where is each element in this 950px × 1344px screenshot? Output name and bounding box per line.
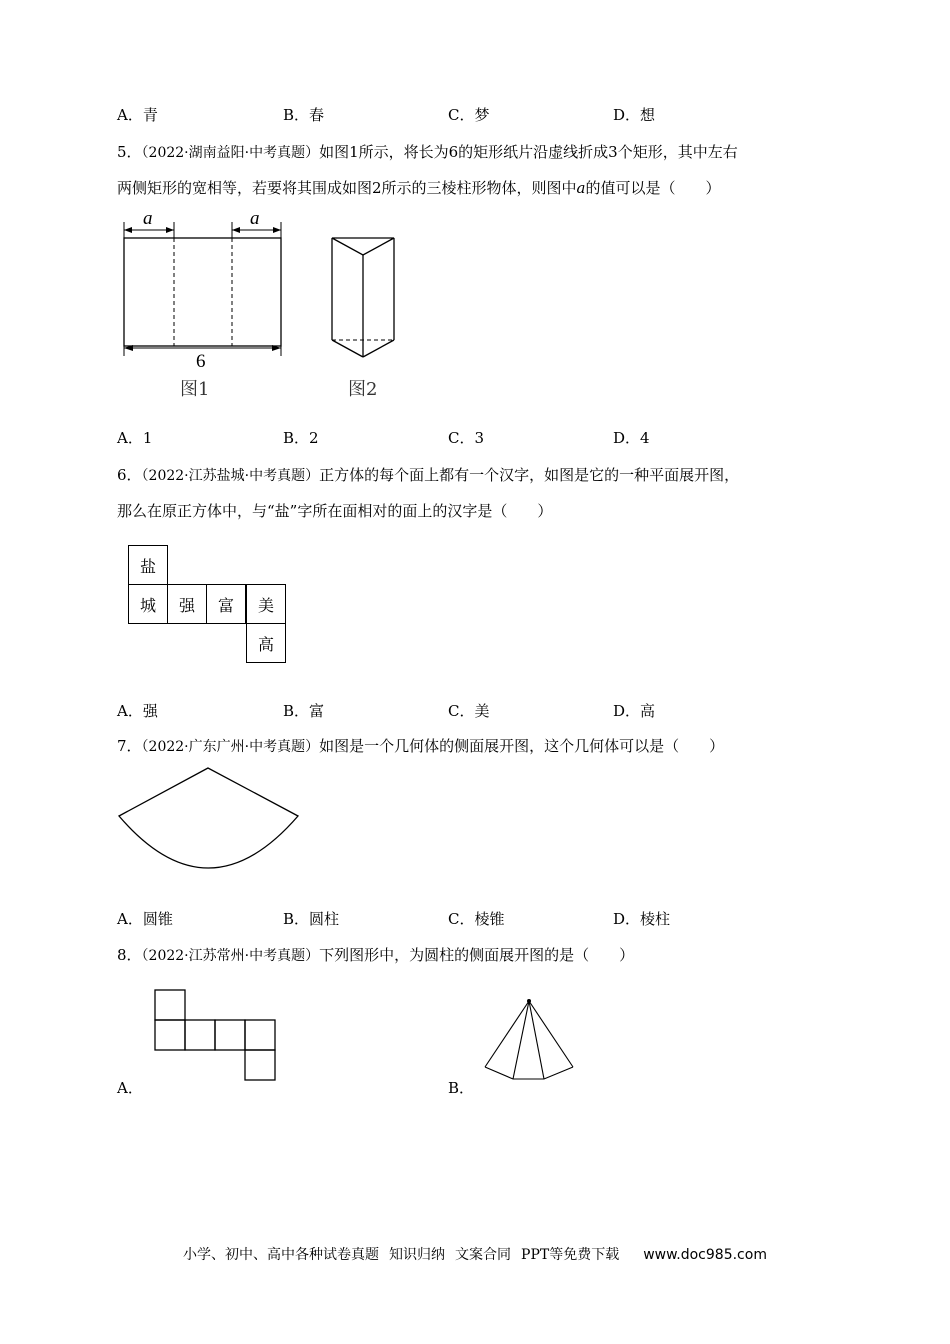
q5-option-b: B．2: [283, 429, 319, 447]
q8-stem-line1: 8．（2022·江苏常州·中考真题）下列图形中，为圆柱的侧面展开图的是（ ）: [117, 946, 635, 964]
net-cell-2: 城: [128, 584, 168, 624]
q6-stem-line2: 那么在原正方体中，与“盐”字所在面相对的面上的汉字是（ ）: [117, 502, 553, 520]
q5-fig1-label-a-right: a: [250, 208, 260, 229]
q4-option-c: C．梦: [448, 106, 490, 124]
q6-option-d: D．高: [613, 702, 656, 720]
page-footer: [0, 1244, 950, 1264]
footer-text-2: 知识归纳: [389, 1247, 446, 1263]
q8-figure-a-cube-net: [150, 985, 280, 1085]
q5-figure1: [110, 200, 300, 400]
footer-url[interactable]: www.doc985.com: [643, 1247, 767, 1263]
q5-fig1-rectangle: [124, 238, 281, 346]
net-cell-6: 高: [246, 623, 286, 663]
q6-option-c: C．美: [448, 702, 490, 720]
q6-option-a: A．强: [117, 702, 158, 720]
q4-option-a: A．青: [117, 106, 158, 124]
q5-stem-line1: 5．（2022·湖南益阳·中考真题）如图1所示，将长为6的矩形纸片沿虚线折成3个矩形，其中左右: [117, 143, 738, 161]
q7-stem-line1: 7．（2022·广东广州·中考真题）如图是一个几何体的侧面展开图，这个几何体可以是（ ）: [117, 737, 725, 755]
net-cell-1: 盐: [128, 545, 168, 585]
net-cell-5: 美: [246, 584, 286, 624]
footer-text-4: PPT等免费下载: [521, 1247, 620, 1263]
q6-stem-line1: 6．（2022·江苏盐城·中考真题）正方体的每个面上都有一个汉字，如图是它的一种平面展开图，: [117, 466, 740, 484]
q8-figure-b-pyramid: [480, 995, 580, 1085]
q5-fig1-label-length: 6: [196, 351, 206, 372]
q7-option-d: D．棱柱: [613, 910, 671, 928]
footer-text-1: 小学、初中、高中各种试卷真题: [183, 1247, 380, 1263]
q7-option-b: B．圆柱: [283, 910, 340, 928]
q5-option-a: A．1: [117, 429, 153, 447]
q5-figure2: [320, 230, 420, 400]
q5-stem-line2: 两侧矩形的宽相等，若要将其围成如图2所示的三棱柱形物体，则图中a的值可以是（ ）: [117, 179, 721, 197]
q5-option-d: D．4: [613, 429, 650, 447]
q8-option-b: B．: [448, 1079, 475, 1097]
q8-option-a: A．: [117, 1079, 143, 1097]
q7-option-a: A．圆锥: [117, 910, 173, 928]
q7-option-c: C．棱锥: [448, 910, 505, 928]
q5-fig1-caption: 图1: [180, 379, 210, 400]
q5-fig1-label-a-left: a: [143, 208, 153, 229]
net-cell-4: 富: [206, 584, 246, 624]
q6-cube-net: [128, 545, 288, 665]
q4-option-b: B．春: [283, 106, 325, 124]
q7-sector-figure: [110, 760, 310, 880]
q6-option-b: B．富: [283, 702, 325, 720]
q5-option-c: C．3: [448, 429, 485, 447]
net-cell-3: 强: [167, 584, 207, 624]
q5-fig2-caption: 图2: [348, 379, 378, 400]
q4-option-d: D．想: [613, 106, 656, 124]
footer-text-3: 文案合同: [455, 1247, 512, 1263]
